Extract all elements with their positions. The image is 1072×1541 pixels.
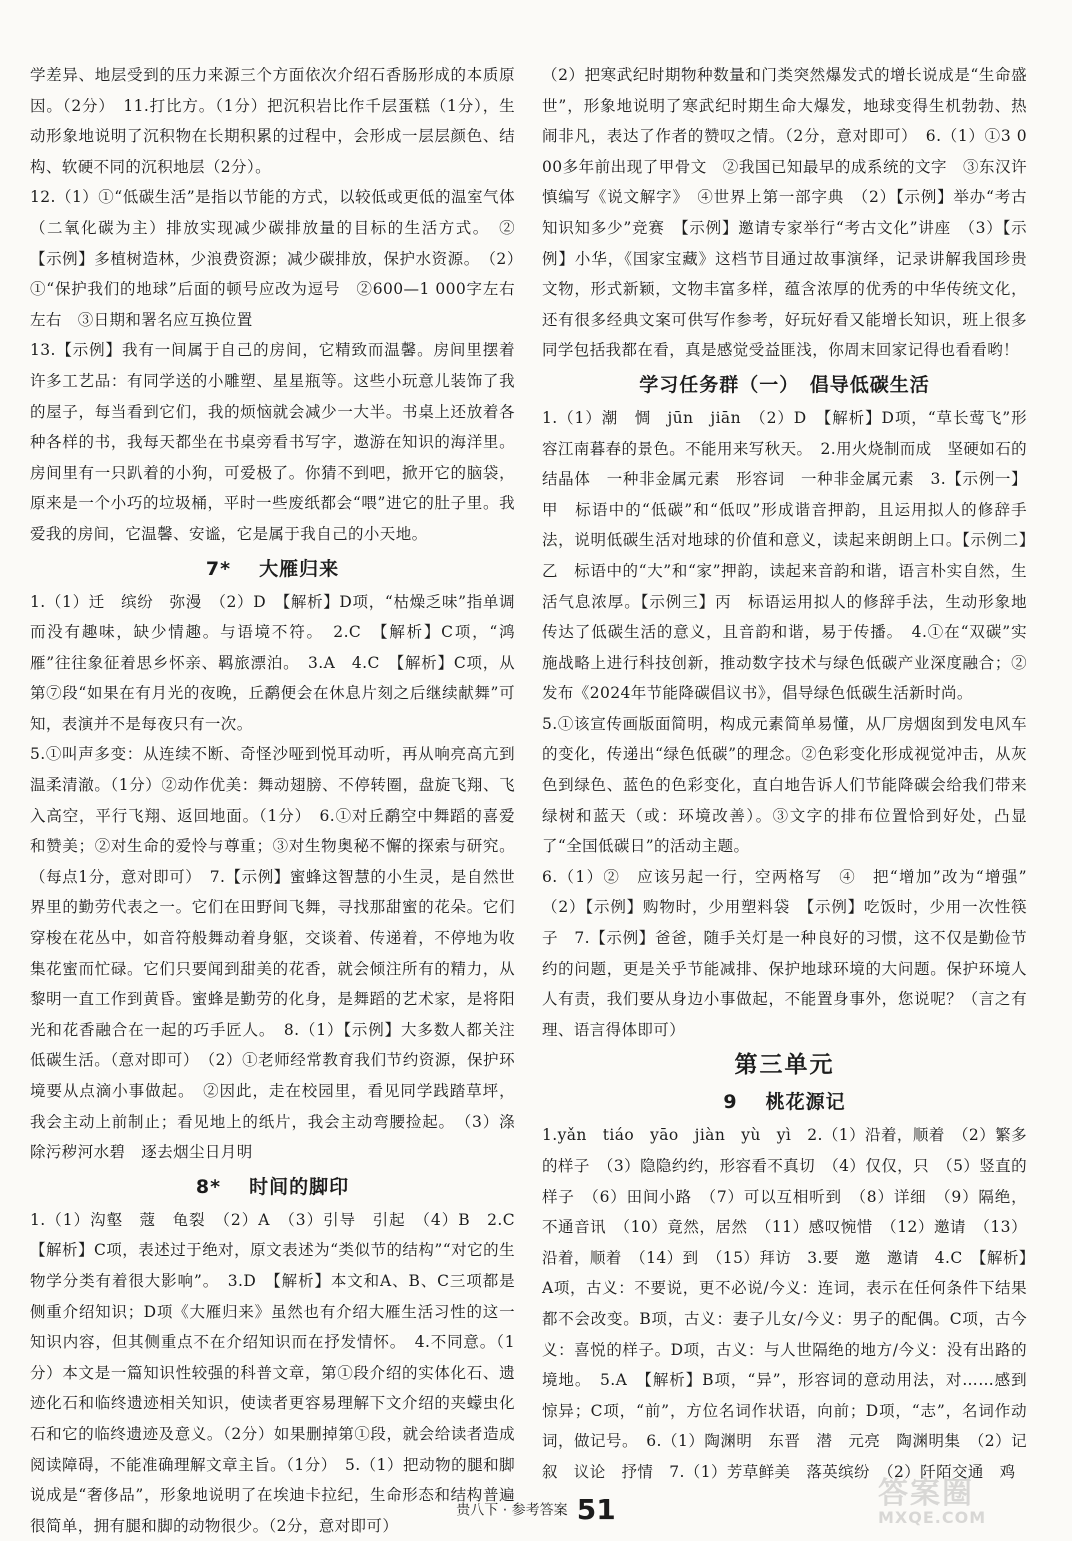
answer-paragraph: 1.（1）潮 惆 jūn jiān （2）D 【解析】D项，“草长莺飞”形容江南暮春的景色。不能用来写秋天。 2.用火烧制而成 坚硬如石的结晶体 一种非金属元素 形容词 一种非金属元素 3.【示例一】甲 标语中的“低碳”和“低叹”形成谐音押韵，且运用拟人的修辞手法，说明低碳生活对地球的价值和意义，读起来朗朗上口。【示例二】乙 标语中的“大”和“家”押韵，读起来音韵和谐，语言朴实自然，生活气息浓厚。【示例三】丙 标语运用拟人的修辞手法，生动形象地传达了低碳生活的意义，且音韵和谐，易于传播。 4.①在“双碳”实施战略上进行科技创新，推动数字技术与绿色低碳产业深度融合；②发布《2024年节能降碳倡议书》，倡导绿色低碳生活新时尚。 [542, 408, 1027, 703]
lesson-title: 时间的脚印 [249, 1175, 350, 1198]
lesson-title: 大雁归来 [259, 557, 340, 580]
lesson-number: 9 [723, 1091, 738, 1114]
lesson-heading-8 [30, 1172, 515, 1202]
right-column [542, 60, 1043, 1488]
answer-paragraph: 学差异、地层受到的压力来源三个方面依次介绍石香肠形成的本质原因。（2分） 11.打比方。（1分）把沉积岩比作千层蛋糕（1分），生动形象地说明了沉积物在长期积累的过程中，会形成一层层颜色、结构、软硬不同的沉积地层（2分）。 [30, 66, 515, 176]
answer-paragraph: 5.①叫声多变：从连续不断、奇怪沙哑到悦耳动听，再从响亮高亢到温柔清澈。（1分）②动作优美：舞动翅膀、不停转圈，盘旋飞翔、飞入高空，平行飞翔、返回地面。（1分） 6.①对丘鹬空中舞蹈的喜爱和赞美；②对生命的爱怜与尊重；③对生物奥秘不懈的探索与研究。（每点1分，意对即可） 7.【示例】蜜蜂这智慧的小生灵，是自然世界里的勤劳代表之一。它们在田野间飞舞，寻找那甜蜜的花朵。它们穿梭在花丛中，如音符般舞动着身躯，交谈着、传递着，不停地为收集花蜜而忙碌。它们只要闻到甜美的花香，就会倾注所有的精力，从黎明一直工作到黄昏。蜜蜂是勤劳的化身，是舞蹈的艺术家，是将阳光和花香融合在一起的巧手匠人。 8.（1）【示例】大多数人都关注低碳生活。（意对即可） （2）①老师经常教育我们节约资源，保护环境要从点滴小事做起。 ②因此，走在校园里，看见同学践踏草坪，我会主动上前制止；看见地上的纸片，我会主动弯腰捡起。 （3）涤除污秽河水碧 逐去烟尘日月明 [30, 745, 515, 1162]
watermark-url: MXQE.COM [878, 1508, 987, 1527]
lesson-title: 桃花源记 [765, 1091, 846, 1114]
answer-paragraph: 1.（1）迁 缤纷 弥漫 （2）D 【解析】D项，“枯燥乏味”指单调而没有趣味，缺少情趣。与语境不符。 2.C 【解析】C项，“鸿雁”往往象征着思乡怀亲、羁旅漂泊。 3.A 4.C 【解析】C项，从第⑦段“如果在有月光的夜晚，丘鹬便会在休息片刻之后继续献舞”可知，表演并不是每夜只有一次。 [30, 592, 515, 733]
task-group-heading: 学习任务群（一） 倡导低碳生活 [639, 373, 930, 396]
left-column [30, 60, 531, 1541]
answer-paragraph: 13.【示例】我有一间属于自己的房间，它精致而温馨。房间里摆着许多工艺品：有同学送的小雕塑、星星瓶等。这些小玩意儿装饰了我的屋子，每当看到它们，我的烦恼就会减少一大半。书桌上还放着各种各样的书，我每天都坐在书桌旁看书写字，遨游在知识的海洋里。房间里有一只趴着的小狗，可爱极了。你猜不到吧，掀开它的脑袋，原来是一个小巧的垃圾桶，平时一些废纸都会“喂”进它的肚子里。我爱我的房间，它温馨、安谧，它是属于我自己的小天地。 [30, 341, 515, 543]
answer-paragraph: 1.（1）沟壑 蔻 龟裂 （2）A （3）引导 引起 （4）B 2.C 【解析】C项，表述过于绝对，原文表述为“类似节的结构”“对它的生物学分类有着很大影响”。 3.D 【解析】本文和A、B、C三项都是侧重介绍知识；D项《大雁归来》虽然也有介绍大雁生活习性的这一知识内容，但其侧重点不在介绍知识而在抒发情怀。 4.不同意。（1分）本文是一篇知识性较强的科普文章，第①段介绍的实体化石、遗迹化石和临终遗迹相关知识，使读者更容易理解下文介绍的夹蠓虫化石和它的临终遗迹及意义。（2分）如果删掉第①段，就会给读者造成阅读障碍，不能准确理解文章主旨。（1分） 5.（1）把动物的腿和脚说成是“奢侈品”，形象地说明了在埃迪卡拉纪，生命形态和结构普遍很简单，拥有腿和脚的动物很少。（2分，意对即可） [30, 1210, 531, 1535]
lesson-heading-9 [542, 1087, 1027, 1117]
watermark [878, 1468, 1058, 1530]
lesson-number: 7* [205, 557, 232, 580]
answer-paragraph: 6.（1）② 应该另起一行，空两格写 ④ 把“增加”改为“增强” （2）【示例】购物时，少用塑料袋 【示例】吃饭时，少用一次性筷子 7.【示例】爸爸，随手关灯是一种良好的习惯，这不仅是勤俭节约的问题，更是关乎节能减排、保护地球环境的大问题。保护环境人人有责，我们要从身边小事做起，不能置身事外，您说呢？（言之有理、语言得体即可） [542, 867, 1043, 1039]
lesson-number: 8* [195, 1175, 222, 1198]
answer-paragraph: 1.yǎn tiáo yāo jiàn yù yì 2.（1）沿着，顺着 （2）繁多的样子 （3）隐隐约约，形容看不真切 （4）仅仅，只 （5）竖直的样子 （6）田间小路 （7）可以互相听到 （8）详细 （9）隔绝，不通音讯 （10）竟然，居然 （11）感叹惋惜 （12）邀请 （13）沿着，顺着 （14）到 （15）拜访 3.要 邀 邀请 4.C 【解析】A项，古义：不要说，更不必说/今义：连词，表示在任何条件下结果都不会改变。B项，古义：妻子儿女/今义：男子的配偶。C项，古今义：喜悦的样子。D项，古义：与人世隔绝的地方/今义：没有出路的境地。 5.A 【解析】B项，“异”，形容词的意动用法，对……感到惊异；C项，“前”，方位名词作状语，向前；D项，“志”，名词作动词，做记号。 6.（1）陶渊明 东晋 潜 元亮 陶渊明集 （2）记叙 议论 抒情 7.（1）芳草鲜美 落英缤纷 （2）阡陌交通 鸡 [542, 1126, 1027, 1481]
footer-label: 贵八下 · 参考答案 [456, 1502, 568, 1519]
answer-paragraph: 12.（1）①“低碳生活”是指以节能的方式，以较低或更低的温室气体（二氧化碳为主）排放实现减少碳排放量的目标的生活方式。 ②【示例】多植树造林，少浪费资源；减少碳排放，保护水资源。 （2）①“保护我们的地球”后面的顿号应改为逗号 ②600—1 000字左右 左右 ③日期和署名应互换位置 [30, 188, 531, 329]
unit-title: 第三单元 [734, 1052, 835, 1079]
answer-paragraph: 5.①该宣传画版面简明，构成元素简单易懂，从厂房烟囱到发电风车的变化，传递出“绿色低碳”的理念。②色彩变化形成视觉冲击，从灰色到绿色、蓝色的色彩变化，直白地告诉人们节能降碳会给我们带来绿树和蓝天（或：环境改善）。③文字的排布位置恰到好处，凸显了“全国低碳日”的活动主题。 [542, 714, 1027, 856]
page-number: 51 [576, 1493, 616, 1526]
answer-paragraph: （2）把寒武纪时期物种数量和门类突然爆发式的增长说成是“生命盛世”，形象地说明了寒武纪时期生命大爆发，地球变得生机勃勃、热闹非凡，表达了作者的赞叹之情。（2分，意对即可） 6.（1）①3 000多年前出现了甲骨文 ②我国已知最早的成系统的文字 ③东汉许慎编写《说文解字》 ④世界上第一部字典 （2）【示例】举办“考古知识知多少”竞赛 【示例】邀请专家举行“考古文化”讲座 （3）【示例】小华，《国家宝藏》这档节目通过故事演绎，记录讲解我国珍贵文物，形式新颖，文物丰富多样，蕴含浓厚的优秀的中华传统文化，还有很多经典文案可供写作参考，好玩好看又能增长知识，班上很多同学包括我都在看，真是感觉受益匪浅，你周末回家记得也看看哟！ [542, 66, 1027, 360]
lesson-heading-7 [30, 554, 515, 584]
watermark-logo: 答案圈 [878, 1476, 974, 1511]
